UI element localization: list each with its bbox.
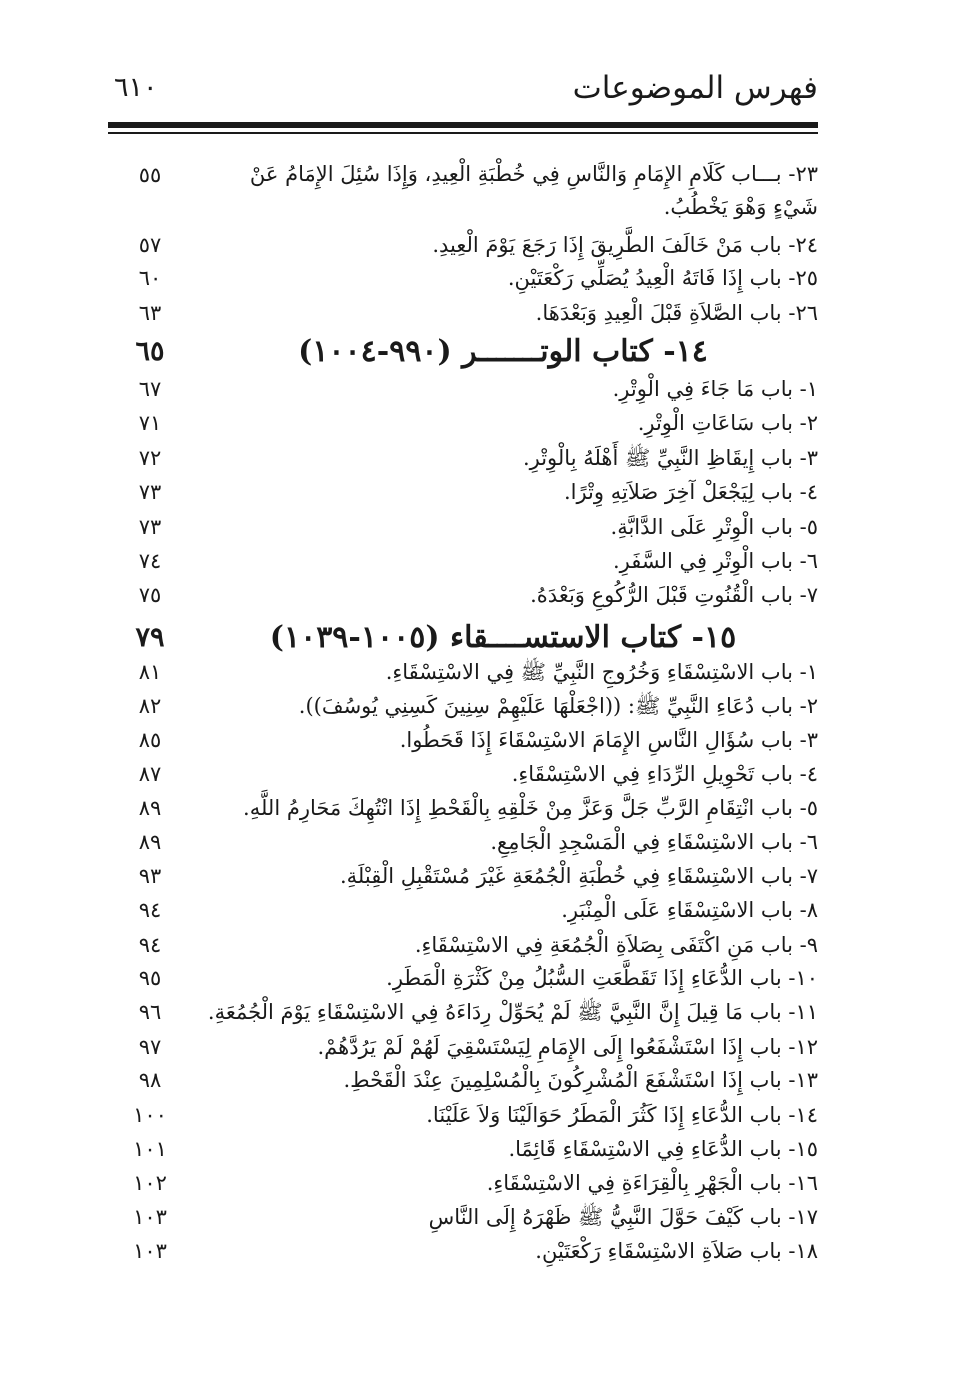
chapter-page-number: ٦٥ [135, 336, 165, 367]
toc-entry-row [108, 928, 818, 962]
toc-entry-row [108, 757, 818, 791]
toc-entry-page-number: ٧١ [138, 411, 162, 435]
toc-entry-page-number: ٩٤ [138, 933, 162, 957]
toc-entry-title: ١٧- باب كَيْفَ حَوَّلَ النَّبِيُّ ﷺ ظَهْرَهُ إِلَى النَّاسِ [428, 1205, 818, 1229]
toc-entry-page-number: ٩٤ [138, 898, 162, 922]
toc-entry-title: ٥- باب الْوِتْرِ عَلَى الدَّابَّةِ. [610, 515, 818, 539]
toc-entry-row [108, 261, 818, 295]
toc-entry-row [108, 995, 818, 1029]
toc-entry-row [108, 1234, 818, 1268]
toc-entry-row [108, 1030, 818, 1064]
toc-entry-title: ٢٣- بـــاب كَلَامِ الإِمَامِ وَالنَّاسِ فِي خُطْبَةِ الْعِيدِ، وَإِذَا سُئِلَ الإِمَامُ عَنْ شَيْءٍ وَهْوَ يَخْطُبُ. [249, 162, 818, 219]
toc-entry-row [108, 893, 818, 927]
toc-entry-row [108, 510, 818, 544]
toc-entry-row [108, 689, 818, 723]
toc-entry-row [108, 1200, 818, 1234]
toc-entry-row [108, 578, 818, 612]
toc-entry-page-number: ٧٥ [138, 583, 162, 607]
chapter-title: ١٥- كتاب الاستســــقاء (١٠٠٥-١٠٣٩) [269, 620, 737, 655]
page-header [108, 62, 818, 114]
toc-entry-page-number: ٩٧ [138, 1035, 162, 1059]
chapter-heading-row [108, 332, 818, 372]
toc-entry-title: ٧- باب الاسْتِسْقَاءِ فِي خُطْبَةِ الْجُمُعَةِ غَيْرَ مُسْتَقْبِلِ الْقِبْلَةِ. [340, 864, 818, 888]
toc-entry-title: ١- باب مَا جَاءَ فِي الْوِتْرِ. [612, 377, 818, 401]
toc-entry-title: ٥- باب انْتِقَامِ الرَّبِّ جَلَّ وَعَزَّ مِنْ خَلْقِهِ بِالْقَحْطِ إِذَا انْتُهِكَ مَحَارِمُ اللَّهِ. [243, 796, 818, 820]
toc-entry-title: ٨- باب الاسْتِسْقَاءِ عَلَى الْمِنْبَرِ. [561, 898, 818, 922]
toc-entry-title: ١٥- باب الدُّعَاءِ فِي الاسْتِسْقَاءِ قَائِمًا. [508, 1137, 818, 1161]
toc-entry-title: ٢٦- باب الصَّلاَةِ قَبْلَ الْعِيدِ وَبَعْدَهَا. [535, 301, 818, 325]
toc-entry-row [108, 655, 818, 689]
toc-entry-row [108, 1063, 818, 1097]
toc-entry-page-number: ٩٣ [138, 864, 162, 888]
toc-entry-title: ١٦- باب الْجَهْرِ بِالْقِرَاءَةِ فِي الاسْتِسْقَاءِ. [486, 1171, 818, 1195]
toc-entry-page-number: ٨٩ [138, 796, 162, 820]
toc-entry-row [108, 544, 818, 578]
toc-entry-row [108, 825, 818, 859]
toc-entry-title: ٢٥- باب إِذَا فَاتَهُ الْعِيدُ يُصَلِّي رَكْعَتَيْنِ. [507, 266, 818, 290]
toc-entry-page-number: ١٠٣ [133, 1205, 167, 1229]
toc-entry-title: ٢- باب دُعَاءِ النَّبِيِّ ﷺ: ((اجْعَلْهَا عَلَيْهِمْ سِنِينَ كَسِنِي يُوسُفَ)). [298, 694, 818, 718]
toc-entry-page-number: ٥٥ [138, 163, 162, 187]
page-title: فهرس الموضوعات [572, 70, 818, 106]
toc-entry-title: ٢٤- باب مَنْ خَالَفَ الطَّرِيقَ إِذَا رَجَعَ يَوْمَ الْعِيدِ. [432, 233, 818, 257]
page-number: ٦١٠ [114, 72, 158, 103]
chapter-title: ١٤- كتاب الوتـــــــر (٩٩٠-١٠٠٤) [298, 334, 708, 369]
toc-entry-row [108, 1132, 818, 1166]
toc-entry-page-number: ٨٩ [138, 830, 162, 854]
toc-entry-title: ٣- باب سُؤَالِ النَّاسِ الإِمَامَ الاسْتِسْقَاءَ إِذَا قَحَطُوا. [399, 728, 818, 752]
chapter-page-number: ٧٩ [135, 622, 165, 653]
toc-entry-title: ١١- باب مَا قِيلَ إِنَّ النَّبِيَّ ﷺ لَمْ يُحَوِّلْ رِدَاءَهُ فِي الاسْتِسْقَاءِ يَوْمَ الْجُمُعَةِ. [207, 1000, 818, 1024]
header-rule-thin [108, 132, 818, 134]
toc-entry-page-number: ٥٧ [138, 233, 162, 257]
toc-entry-row [108, 441, 818, 475]
toc-entry-row [108, 228, 818, 262]
toc-entry-page-number: ٦٠ [138, 266, 162, 290]
toc-entry-title: ١٢- باب إِذَا اسْتَشْفَعُوا إِلَى الإِمَامِ لِيَسْتَسْقِيَ لَهُمْ لَمْ يَرُدَّهُمْ. [317, 1035, 818, 1059]
toc-entry-title: ١٤- باب الدُّعَاءِ إِذَا كَثُرَ الْمَطَرُ حَوَالَيْنَا وَلاَ عَلَيْنَا. [426, 1103, 818, 1127]
toc-entry-page-number: ١٠٣ [133, 1239, 167, 1263]
chapter-heading-row [108, 618, 818, 658]
toc-entry-page-number: ٩٨ [138, 1068, 162, 1092]
toc-entry-title: ٤- باب تَحْوِيلِ الرِّدَاءِ فِي الاسْتِسْقَاءِ. [511, 762, 818, 786]
toc-entry-page-number: ٧٣ [138, 515, 162, 539]
toc-entry-row [108, 158, 818, 226]
toc-entry-page-number: ٩٦ [138, 1000, 162, 1024]
toc-entry-title: ٦- باب الاسْتِسْقَاءِ فِي الْمَسْجِدِ الْجَامِعِ. [490, 830, 818, 854]
toc-entry-title: ١٨- باب صَلاَةِ الاسْتِسْقَاءِ رَكْعَتَيْنِ. [535, 1239, 818, 1263]
toc-entry-page-number: ٧٢ [138, 446, 162, 470]
toc-entry-page-number: ٩٥ [138, 966, 162, 990]
toc-entry-page-number: ٦٣ [138, 301, 162, 325]
toc-entry-row [108, 372, 818, 406]
toc-entry-row [108, 475, 818, 509]
toc-entry-title: ٣- باب إِيقَاظِ النَّبِيِّ ﷺ أَهْلَهُ بِالْوِتْرِ. [522, 446, 818, 470]
toc-entry-row [108, 296, 818, 330]
toc-entry-title: ١٠- باب الدُّعَاءِ إِذَا تَقَطَّعَتِ السُّبُلُ مِنْ كَثْرَةِ الْمَطَرِ. [386, 966, 818, 990]
toc-entry-title: ١٣- باب إِذَا اسْتَشْفَعَ الْمُشْرِكُونَ بِالْمُسْلِمِينَ عِنْدَ الْقَحْطِ. [343, 1068, 818, 1092]
toc-entry-title: ٤- باب لِيَجْعَلْ آخِرَ صَلاَتِهِ وِتْرًا. [563, 480, 818, 504]
toc-entry-page-number: ٨١ [138, 660, 162, 684]
toc-entry-page-number: ٨٧ [138, 762, 162, 786]
toc-entry-row [108, 1098, 818, 1132]
toc-entry-title: ٦- باب الْوِتْرِ فِي السَّفَرِ. [613, 549, 818, 573]
toc-entry-page-number: ١٠٢ [133, 1171, 167, 1195]
toc-entry-page-number: ٦٧ [138, 377, 162, 401]
toc-entry-row [108, 859, 818, 893]
toc-entry-row [108, 961, 818, 995]
toc-entry-title: ٢- باب سَاعَاتِ الْوِتْرِ. [637, 411, 818, 435]
toc-entry-row [108, 723, 818, 757]
toc-entry-title: ٧- باب الْقُنُوتِ قَبْلَ الرُّكُوعِ وَبَعْدَهُ. [530, 583, 818, 607]
toc-entry-page-number: ١٠٠ [133, 1103, 167, 1127]
toc-entry-title: ٩- باب مَنِ اكْتَفَى بِصَلاَةِ الْجُمُعَةِ فِي الاسْتِسْقَاءِ. [414, 933, 818, 957]
toc-entry-page-number: ٧٤ [138, 549, 162, 573]
toc-entry-page-number: ٨٢ [138, 694, 162, 718]
toc-entry-page-number: ٨٥ [138, 728, 162, 752]
toc-entry-page-number: ٧٣ [138, 480, 162, 504]
toc-entry-row [108, 791, 818, 825]
toc-entry-row [108, 1166, 818, 1200]
toc-entry-page-number: ١٠١ [133, 1137, 167, 1161]
toc-entry-row [108, 406, 818, 440]
header-rule-thick [108, 122, 818, 128]
toc-entry-title: ١- باب الاسْتِسْقَاءِ وَخُرُوجِ النَّبِيِّ ﷺ فِي الاسْتِسْقَاءِ. [385, 660, 818, 684]
